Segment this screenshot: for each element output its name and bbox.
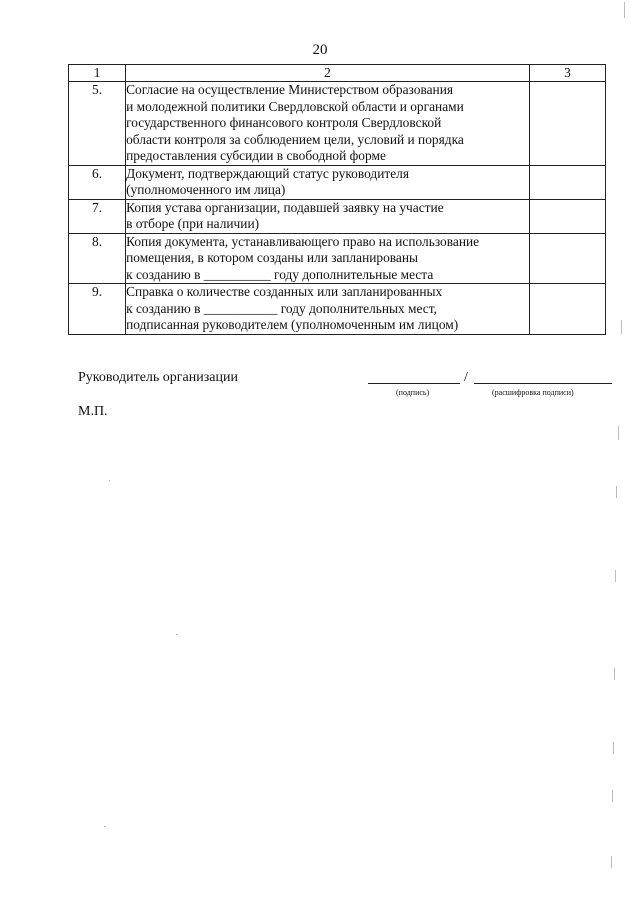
signature-block	[78, 370, 618, 410]
scan-artifact	[611, 856, 612, 868]
description-line: к созданию в ___________ году дополнительных мест,	[126, 300, 437, 316]
table-row	[69, 165, 606, 199]
row-description	[126, 165, 530, 199]
signature-caption: (подпись)	[396, 388, 430, 397]
row-description	[126, 82, 530, 166]
row-check-cell	[529, 233, 605, 284]
row-description	[126, 284, 530, 335]
page-number: 20	[312, 42, 328, 58]
description-line: Справка о количестве созданных или запланированных	[126, 284, 443, 299]
description-line: предоставления субсидии в свободной форме	[126, 148, 386, 163]
row-number: 7.	[69, 199, 126, 233]
signature-transcript-caption: (расшифровка подписи)	[492, 388, 574, 397]
table-header-row	[69, 65, 606, 82]
signature-label: Руководитель организации	[78, 370, 238, 385]
row-number: 6.	[69, 165, 126, 199]
header-col-2: 2	[126, 65, 530, 82]
scan-artifact	[616, 486, 617, 498]
row-number: 5.	[69, 82, 126, 166]
table-row	[69, 82, 606, 166]
description-line: (уполномоченного им лица)	[126, 182, 286, 197]
scan-artifact	[613, 742, 614, 754]
description-line: Копия документа, устанавливающего право на использование	[126, 233, 480, 249]
description-line: области контроля за соблюдением цели, условий и порядка	[126, 131, 464, 147]
description-line: и молодежной политики Свердловской области и органами	[126, 98, 464, 114]
description-line: Согласие на осуществление Министерством образования	[126, 82, 454, 97]
description-line: к созданию в __________ году дополнительные места	[126, 266, 434, 282]
signature-line	[368, 383, 460, 384]
row-description	[126, 199, 530, 233]
row-number: 9.	[69, 284, 126, 335]
stamp-place-label: М.П.	[78, 404, 108, 419]
description-line: в отборе (при наличии)	[126, 216, 260, 231]
documents-table	[68, 64, 606, 335]
signature-separator: /	[464, 370, 468, 385]
row-check-cell	[529, 284, 605, 335]
row-check-cell	[529, 82, 605, 166]
scan-artifact	[612, 790, 613, 802]
description-line: помещения, в котором созданы или запланированы	[126, 250, 419, 265]
table-row	[69, 284, 606, 335]
scan-artifact	[176, 634, 177, 635]
description-line: Копия устава организации, подавшей заявку на участие	[126, 199, 444, 215]
description-line: государственного финансового контроля Свердловской	[126, 115, 442, 130]
scan-artifact	[618, 426, 619, 440]
row-check-cell	[529, 165, 605, 199]
scan-artifact	[621, 320, 622, 334]
description-line: Документ, подтверждающий статус руководителя	[126, 165, 410, 181]
scan-artifact	[624, 2, 625, 18]
header-col-3: 3	[529, 65, 605, 82]
scan-artifact	[615, 570, 616, 582]
header-col-1: 1	[69, 65, 126, 82]
row-description	[126, 233, 530, 284]
scan-artifact	[104, 826, 105, 827]
scan-artifact	[614, 668, 615, 680]
row-check-cell	[529, 199, 605, 233]
table-row	[69, 233, 606, 284]
scan-artifact	[109, 480, 110, 481]
row-number: 8.	[69, 233, 126, 284]
description-line: подписанная руководителем (уполномоченным им лицом)	[126, 317, 459, 332]
table-row	[69, 199, 606, 233]
signature-transcript-line	[474, 383, 612, 384]
